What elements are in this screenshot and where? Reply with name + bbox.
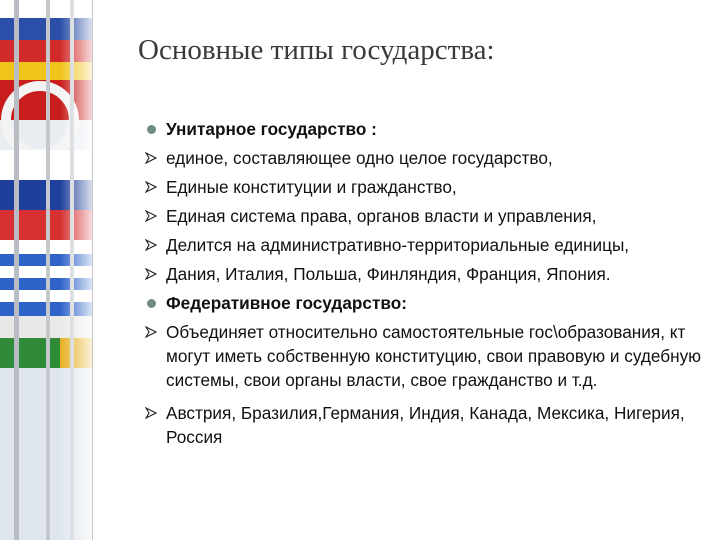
list-item-text: Единые конституции и гражданство, bbox=[166, 177, 457, 197]
arrow-icon bbox=[144, 204, 162, 228]
list-item-text: Делится на административно-территориальные единицы, bbox=[166, 235, 630, 255]
flags-fade bbox=[60, 0, 120, 540]
list-item bbox=[144, 262, 714, 286]
list-item-text: единое, составляющее одно целое государство, bbox=[166, 148, 553, 168]
list-item-text: Австрия, Бразилия,Германия, Индия, Канада, Мексика, Нигерия, Россия bbox=[166, 403, 685, 447]
list-item bbox=[144, 401, 714, 449]
dot-icon bbox=[144, 291, 162, 315]
list-item-text: Объединяет относительно самостоятельные гос\образования, кт могут иметь собственную конституцию, свои правовую и судебную системы, свои органы власти, свое гражданство и т.д. bbox=[166, 322, 702, 390]
arrow-icon bbox=[144, 401, 162, 425]
arrow-icon bbox=[144, 262, 162, 286]
list-item bbox=[144, 175, 714, 199]
arrow-icon bbox=[144, 175, 162, 199]
vertical-divider bbox=[92, 0, 93, 540]
list-item-text: Единая система права, органов власти и управления, bbox=[166, 206, 597, 226]
content-list bbox=[144, 117, 714, 454]
list-item-text: Унитарное государство : bbox=[166, 119, 377, 139]
list-item bbox=[144, 320, 714, 392]
list-item bbox=[144, 204, 714, 228]
arrow-icon bbox=[144, 233, 162, 257]
arrow-icon bbox=[144, 320, 162, 344]
list-item bbox=[144, 146, 714, 170]
list-item-text: Дания, Италия, Польша, Финляндия, Франция, Япония. bbox=[166, 264, 611, 284]
list-item bbox=[144, 291, 714, 315]
arrow-icon bbox=[144, 146, 162, 170]
page-title: Основные типы государства: bbox=[138, 34, 495, 66]
list-item bbox=[144, 233, 714, 257]
list-item bbox=[144, 117, 714, 141]
dot-icon bbox=[144, 117, 162, 141]
list-item-text: Федеративное государство: bbox=[166, 293, 407, 313]
